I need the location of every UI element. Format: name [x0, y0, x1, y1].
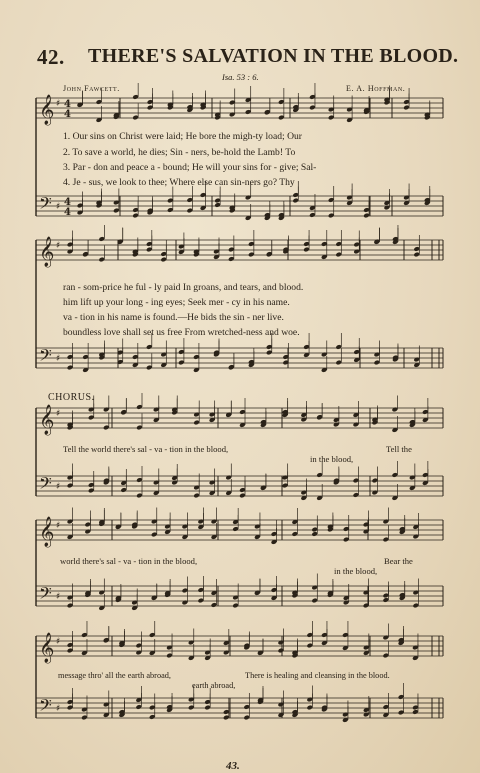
scripture-reference: Isa. 53 : 6. — [222, 72, 259, 82]
svg-text:♯: ♯ — [56, 354, 61, 364]
chorus-line-1: Tell the world there's sal - va - tion in the blood, — [63, 444, 229, 454]
svg-text:♯: ♯ — [56, 704, 61, 714]
verse-2-line-1: 2. To save a world, he dies; Sin - ners, be-hold the Lamb! To — [63, 147, 296, 158]
svg-text:♯: ♯ — [56, 482, 61, 492]
svg-text:4: 4 — [64, 207, 71, 218]
verse-1-line-2: ran - som-price he ful - ly paid In groans, and tears, and blood. — [63, 282, 304, 293]
svg-text:4: 4 — [64, 197, 71, 208]
chorus-line-2: world there's sal - va - tion in the blood, — [60, 556, 198, 566]
verse-1-line-1: 1. Our sins on Christ were laid; He bore the migh-ty load; Our — [63, 131, 303, 142]
verse-2-line-2: him lift up your long - ing eyes; Seek mer - cy in his name. — [63, 297, 290, 308]
svg-text:♯: ♯ — [56, 202, 61, 212]
chorus-line-2-sub: in the blood, — [334, 566, 378, 576]
verse-4-line-2: boundless love shall set us free From wretched-ness and woe. — [63, 327, 300, 338]
page-number: 43. — [226, 760, 240, 772]
svg-text:𝄞: 𝄞 — [39, 405, 55, 435]
hymn-title: THERE'S SALVATION IN THE BLOOD. — [88, 45, 459, 67]
chorus-line-1-sub: in the blood, — [310, 454, 354, 464]
svg-text:♯: ♯ — [56, 521, 61, 531]
chorus-line-1-end: Tell the — [386, 444, 412, 454]
svg-text:♯: ♯ — [56, 241, 61, 251]
svg-text:𝄢: 𝄢 — [39, 695, 52, 719]
svg-text:♯: ♯ — [56, 409, 61, 419]
chorus-line-2-end: Bear the — [384, 556, 413, 566]
svg-text:𝄢: 𝄢 — [39, 345, 52, 369]
chorus-label: CHORUS. — [48, 392, 95, 403]
hymn-number: 42. — [37, 45, 65, 69]
svg-text:𝄞: 𝄞 — [39, 95, 55, 125]
verse-4-line-1: 4. Je - sus, we look to thee; Where else can sin-ners go? Thy — [63, 177, 295, 188]
svg-text:𝄢: 𝄢 — [39, 473, 52, 497]
svg-text:♯: ♯ — [56, 592, 61, 602]
svg-text:♯: ♯ — [56, 637, 61, 647]
chorus-line-3-sub: earth abroad, — [192, 681, 236, 690]
author-credit: John Fawcett. — [63, 84, 120, 93]
svg-text:𝄢: 𝄢 — [39, 583, 52, 607]
svg-text:♯: ♯ — [56, 99, 61, 109]
svg-text:𝄞: 𝄞 — [39, 237, 55, 267]
composer-credit: E. A. Hoffman. — [346, 84, 406, 93]
svg-text:4: 4 — [64, 99, 71, 110]
verse-3-line-1: 3. Par - don and peace a - bound; He will your sins for - give; Sal- — [63, 162, 317, 173]
svg-text:𝄞: 𝄞 — [39, 517, 55, 547]
svg-text:𝄞: 𝄞 — [39, 633, 55, 663]
chorus-line-3: message thro' all the earth abroad, — [58, 671, 171, 680]
chorus-line-3-mid: There is healing and cleansing in the blood. — [245, 671, 390, 680]
svg-text:4: 4 — [64, 109, 71, 120]
verse-3-line-2: va - tion in his name is found.—He bids the sin - ner live. — [63, 312, 284, 323]
svg-text:𝄢: 𝄢 — [39, 193, 52, 217]
